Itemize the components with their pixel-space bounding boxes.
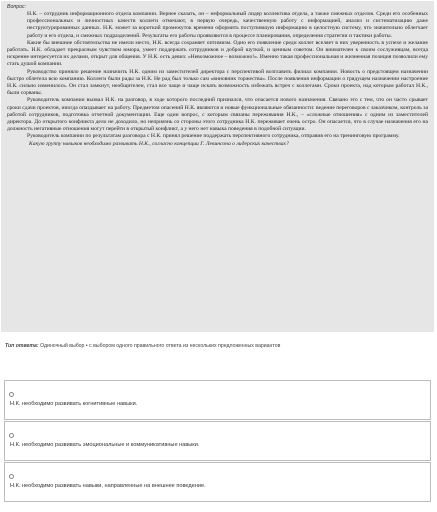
answer-type [5, 343, 280, 349]
answer-option-3[interactable] [4, 462, 431, 502]
question-paragraph: Руководитель компании по результатам разговора с Н.К. принял решение поддержать перспективного сотрудника, отправив его на тренинговую программу. [27, 133, 400, 140]
answer-option-text: Н.К. необходимо развивать навыки, направленные на внешнее поведение. [10, 483, 206, 489]
radio-button[interactable] [9, 433, 14, 438]
answer-option-2[interactable] [4, 421, 431, 461]
question-paragraph: Н.К. – сотрудник информационного отдела компании. Вернее сказать, он – неформальный лидер коллектива отдела, а также смежных отделов. Среди его особенных профессиональных и личностных качеств коллеги отмечают, в первую очередь, качественную работу с информацией, анализ и систематизацию даже неструктурированных данных. Н.К. может за короткий промежуток времени оформить поступившую информацию в целостную систему, что значительно облегчает работу и его отдела, и смежных подразделений. Результаты его работы проявляются в процессе планирования, определения стратегии и тактики работы. [27, 11, 428, 39]
question-text [7, 11, 428, 148]
question-panel [1, 1, 434, 332]
question-paragraph: Руководство приняло решение назначить Н.К. одним из заместителей директора с перспективой возглавить филиал компании. Новость о предстоящем назначении быстро облетела всю компанию. Коллеги были рады за Н.К. Не рад был только сам «виновник торжества». После появления информации о грядущем назначении настроение Н.К. сильно изменилось. Он стал замкнут, необщителен, стал все чаще и чаще искать возможность избежать встреч с коллегами. Сроки проекта, над которым работал Н.К., были сорваны. [7, 68, 428, 97]
radio-button[interactable] [9, 392, 14, 397]
answer-type-label: Тип ответа: [5, 343, 39, 349]
answer-type-value: Одиночный выбор • с выбором одного правильного ответа из нескольких предложенных вариантов [38, 343, 281, 349]
answer-option-1[interactable] [4, 380, 431, 420]
question-paragraph: Руководитель компании вызвал Н.К. на разговор, в ходе которого последний признался, что опасается нового назначения. Связано это с тем, что он часто срывает сроки сдачи проектов, иногда опаздывает на работу. Предметом опасений Н.К. являются и новые функциональные обязанности: ведение переговоров с заказчиком, контроль за работой сотрудников, подготовка отчетной документации. Еще один вопрос, с которым связаны переживания Н.К., – «сложные отношения» с одним из заместителей директора. До открытого конфликта дело не доходило, но неприязнь со стороны этого сотрудника Н.К. переживает очень остро. Он опасается, что в случае назначения его на должность негативные отношения могут перейти в открытый конфликт, а у него нет навыка поведения в подобной ситуации. [7, 97, 428, 133]
answer-option-text: Н.К. необходимо развивать когнитивные навыки. [10, 401, 138, 407]
question-paragraph: Какие бы внешние обстоятельства не имели место, Н.К. всегда сохраняет оптимизм. Одно его появление среди коллег вселяет в них уверенность в успехе и желание работать. Н.К. обладает прекрасным чувством юмора, умеет поддержать сотрудников и доброй шуткой, и ценным советом. Он внимателен к своим сослуживцам, всегда искренне интересуется их делами, открыт для общения. У Н.К. есть девиз: «Невозможное – возможно!». Именно такая профессиональная и жизненная позиция позволили ему стать душой компании. [7, 39, 428, 68]
radio-button[interactable] [9, 474, 14, 479]
answer-option-text: Н.К. необходимо развивать эмоциональные и коммуникативные навыки. [10, 442, 200, 448]
question-prompt: Какую группу навыков необходимо развивать Н.К., согласно концепции Г. Левинсона о лидерских качествах? [29, 140, 289, 147]
question-label: Вопрос: [7, 4, 27, 10]
